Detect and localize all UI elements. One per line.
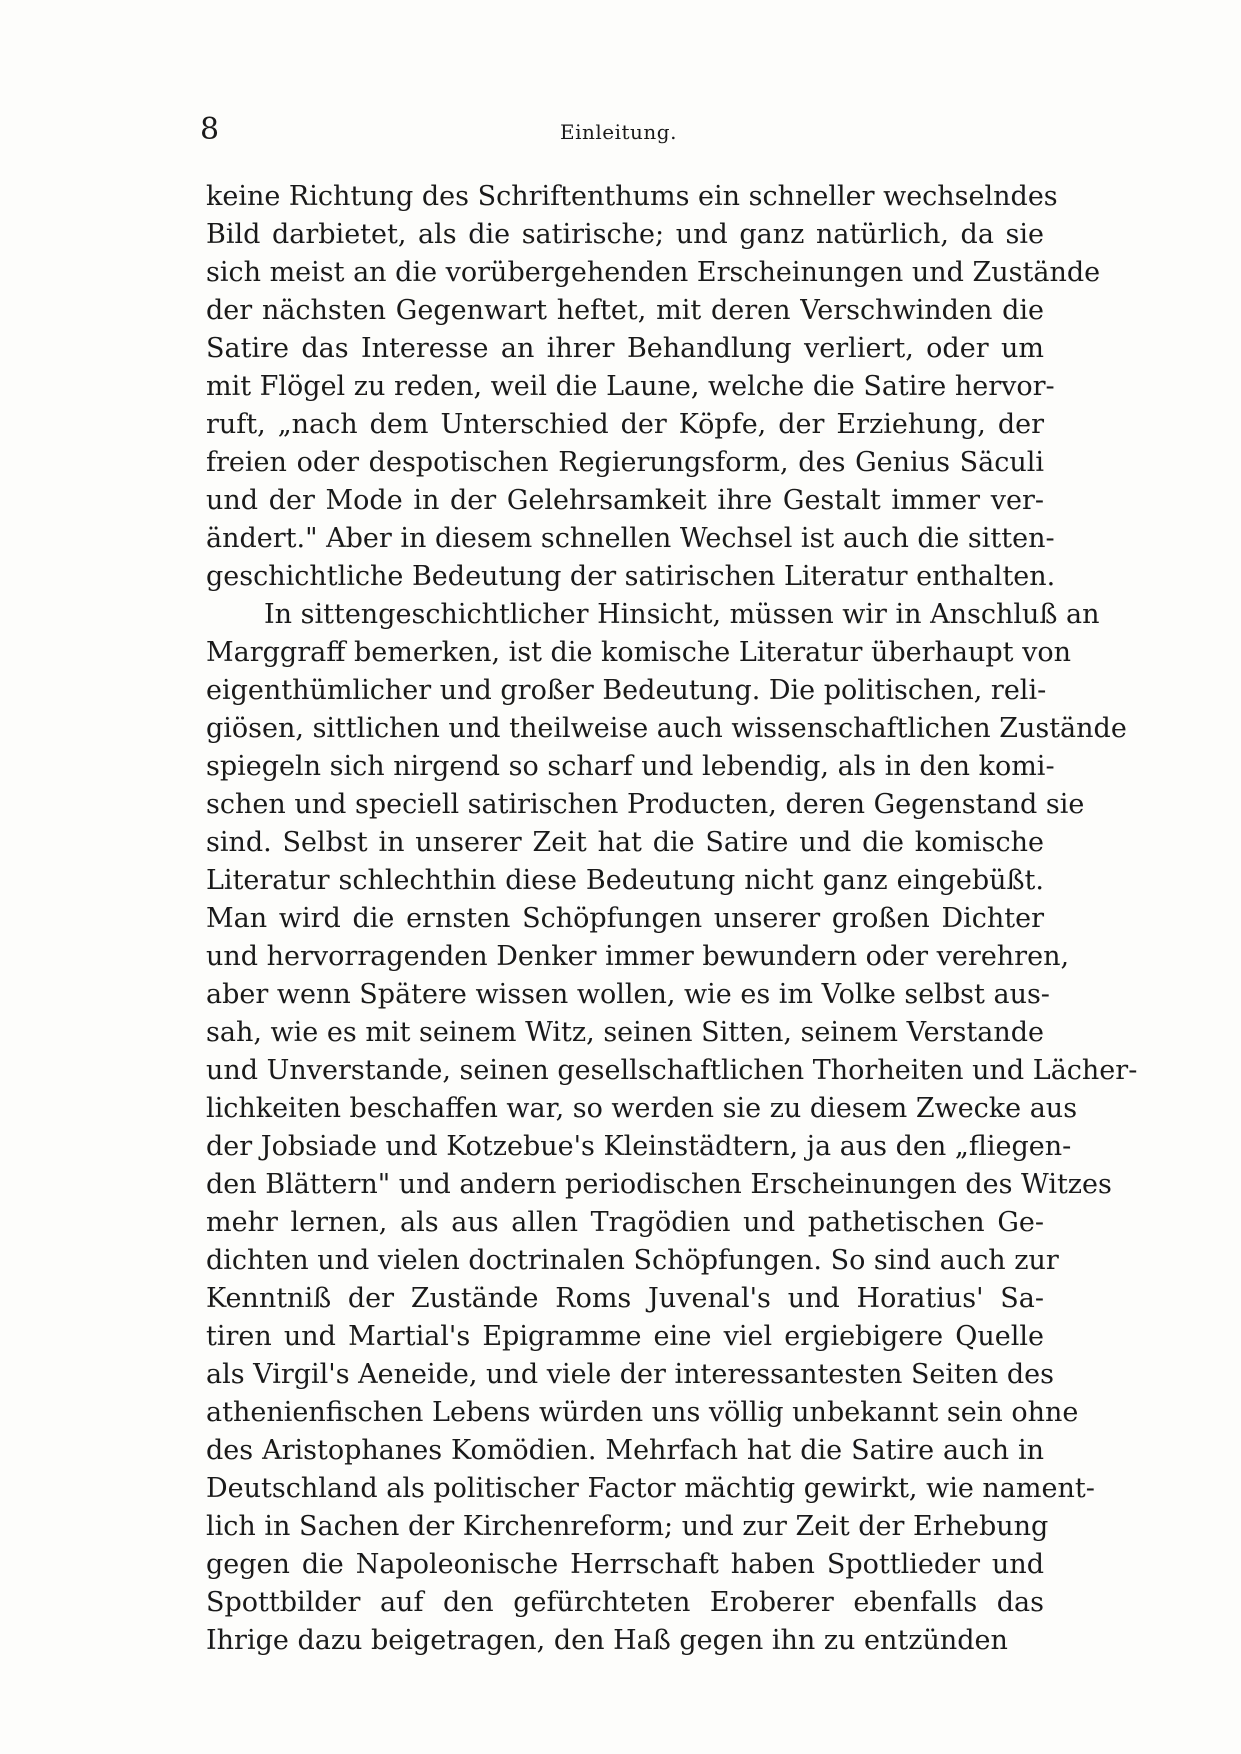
text-line: giösen, sittlichen und theilweise auch wissenschaftlichen Zustände	[206, 713, 1127, 744]
text-line: des Aristophanes Komödien. Mehrfach hat die Satire auch in	[206, 1435, 1044, 1466]
text-line: Kenntniß der Zustände Roms Juvenal's und Horatius' Sa-	[206, 1283, 1044, 1314]
text-line: Man wird die ernsten Schöpfungen unserer großen Dichter	[206, 903, 1044, 934]
text-line: und hervorragenden Denker immer bewundern oder verehren,	[206, 941, 1070, 972]
text-line: der nächsten Gegenwart heftet, mit deren Verschwinden die	[206, 295, 1044, 326]
text-line: schen und speciell satirischen Producten, deren Gegenstand sie	[206, 789, 1085, 820]
text-line: mehr lernen, als aus allen Tragödien und pathetischen Ge-	[206, 1207, 1044, 1238]
text-line: sich meist an die vorübergehenden Erscheinungen und Zustände	[206, 257, 1101, 288]
text-line: ruft, „nach dem Unterschied der Köpfe, der Erziehung, der	[206, 409, 1044, 440]
text-line: athenienfischen Lebens würden uns völlig unbekannt sein ohne	[206, 1397, 1079, 1428]
text-line: lichkeiten beschaffen war, so werden sie zu diesem Zwecke aus	[206, 1093, 1078, 1124]
text-line: aber wenn Spätere wissen wollen, wie es im Volke selbst aus-	[206, 979, 1050, 1010]
text-line: Literatur schlechthin diese Bedeutung nicht ganz eingebüßt.	[206, 865, 1044, 896]
running-head: Einleitung.	[560, 120, 677, 144]
text-line: tiren und Martial's Epigramme eine viel ergiebigere Quelle	[206, 1321, 1044, 1352]
text-line: keine Richtung des Schriftenthums ein schneller wechselndes	[206, 181, 1058, 212]
text-line: Deutschland als politischer Factor mächtig gewirkt, wie nament-	[206, 1473, 1095, 1504]
text-line: der Jobsiade und Kotzebue's Kleinstädtern, ja aus den „fliegen-	[206, 1131, 1072, 1162]
text-line: ändert." Aber in diesem schnellen Wechsel ist auch die sitten-	[206, 523, 1055, 554]
text-line: eigenthümlicher und großer Bedeutung. Die politischen, reli-	[206, 675, 1047, 706]
text-line: spiegeln sich nirgend so scharf und lebendig, als in den komi-	[206, 751, 1055, 782]
text-line: freien oder despotischen Regierungsform, des Genius Säculi	[206, 447, 1044, 478]
text-line: den Blättern" und andern periodischen Erscheinungen des Witzes	[206, 1169, 1112, 1200]
text-line: Spottbilder auf den gefürchteten Eroberer ebenfalls das	[206, 1587, 1044, 1618]
text-line: und der Mode in der Gelehrsamkeit ihre Gestalt immer ver-	[206, 485, 1044, 516]
text-line: sah, wie es mit seinem Witz, seinen Sitten, seinem Verstande	[206, 1017, 1044, 1048]
text-line: mit Flögel zu reden, weil die Laune, welche die Satire hervor-	[206, 371, 1055, 402]
body-text	[206, 178, 1138, 1660]
paragraph	[206, 596, 1138, 1660]
paragraph	[206, 178, 1101, 596]
page-number: 8	[200, 112, 220, 147]
text-line: als Virgil's Aeneide, und viele der interessantesten Seiten des	[206, 1359, 1054, 1390]
text-line: Ihrige dazu beigetragen, den Haß gegen ihn zu entzünden	[206, 1625, 1008, 1656]
text-line: gegen die Napoleonische Herrschaft haben Spottlieder und	[206, 1549, 1044, 1580]
text-line: Satire das Interesse an ihrer Behandlung verliert, oder um	[206, 333, 1044, 364]
text-line: dichten und vielen doctrinalen Schöpfungen. So sind auch zur	[206, 1245, 1059, 1276]
text-line: und Unverstande, seinen gesellschaftlichen Thorheiten und Lächer-	[206, 1055, 1138, 1086]
text-line: geschichtliche Bedeutung der satirischen Literatur enthalten.	[206, 561, 1056, 592]
text-line: sind. Selbst in unserer Zeit hat die Satire und die komische	[206, 827, 1044, 858]
text-line: In sittengeschichtlicher Hinsicht, müssen wir in Anschluß an	[264, 599, 1100, 630]
text-line: Bild darbietet, als die satirische; und ganz natürlich, da sie	[206, 219, 1044, 250]
text-line: lich in Sachen der Kirchenreform; und zur Zeit der Erhebung	[206, 1511, 1049, 1542]
text-line: Marggraff bemerken, ist die komische Literatur überhaupt von	[206, 637, 1071, 668]
